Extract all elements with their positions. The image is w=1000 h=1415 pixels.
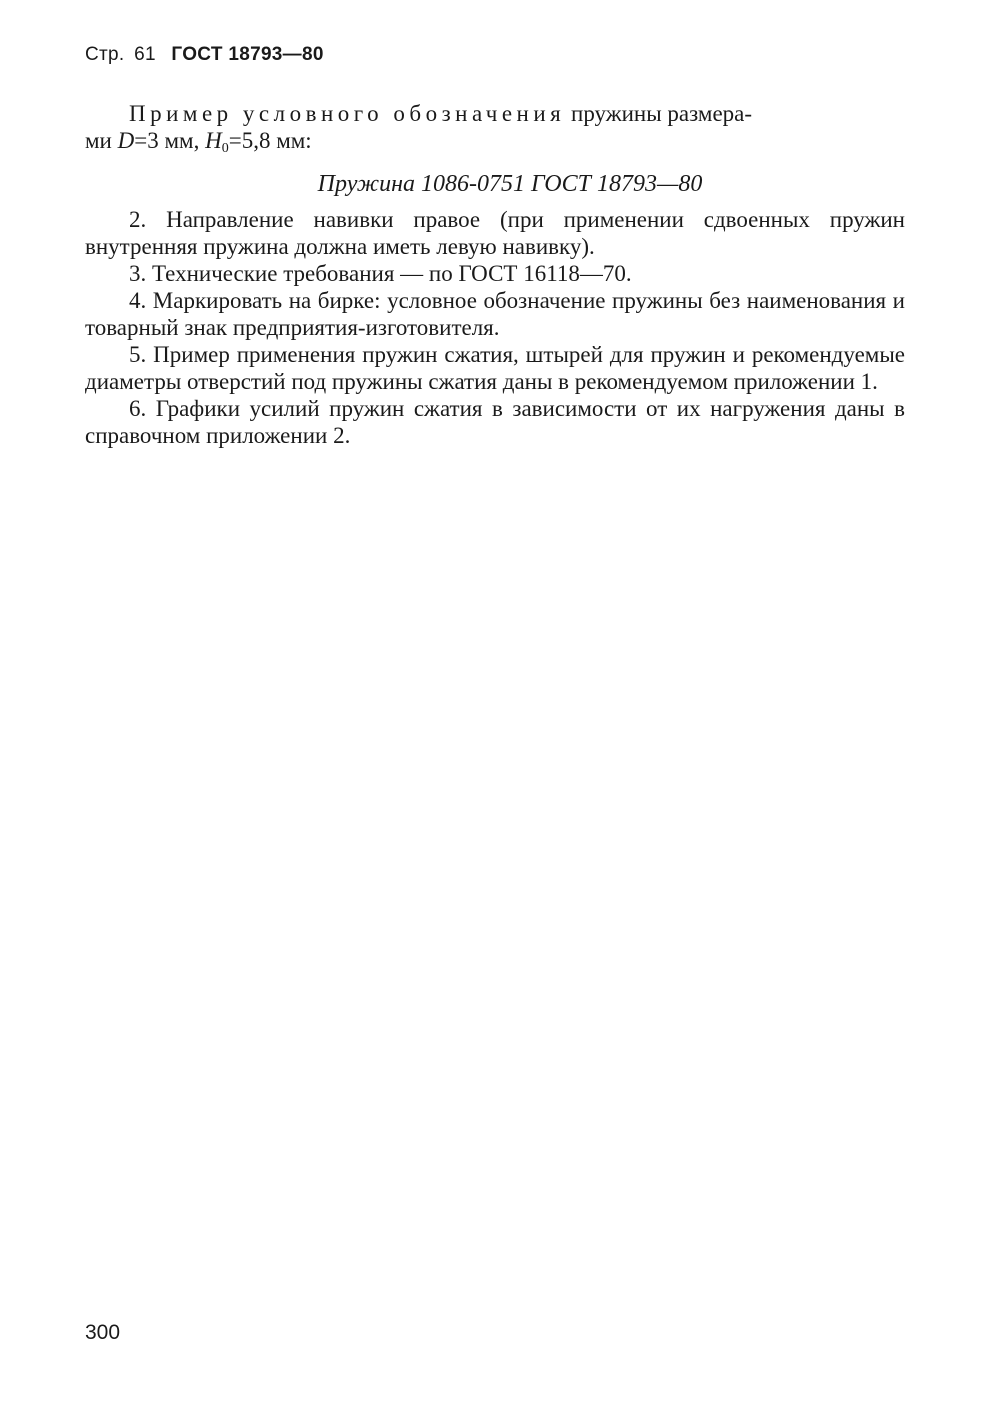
example-line2-prefix: ми	[85, 128, 112, 153]
page-number: 300	[85, 1321, 121, 1344]
d-value: =3 мм,	[134, 128, 200, 153]
item-2: 2. Направление навивки правое (при применении сдвоенных пружин внутренняя пружина должна иметь левую навивку).	[85, 207, 905, 259]
body-text	[85, 100, 905, 449]
item-3: 3. Технические требования — по ГОСТ 16118—70.	[129, 261, 632, 286]
page-label: Стр.	[85, 44, 125, 65]
var-h-subscript: 0	[221, 141, 229, 156]
var-d: D	[117, 128, 135, 153]
standard-code: ГОСТ 18793—80	[171, 44, 324, 65]
running-header	[85, 44, 324, 66]
spring-designation: Пружина 1086-0751 ГОСТ 18793—80	[317, 171, 703, 197]
h-value: =5,8 мм:	[228, 128, 312, 153]
example-intro-spaced: Пример условного обозначения	[129, 101, 566, 126]
var-h: H	[205, 128, 222, 153]
item-5: 5. Пример применения пружин сжатия, штырей для пружин и рекомендуемые диаметры отверстий под пружины сжатия даны в рекомендуемом приложении 1.	[85, 342, 905, 394]
item-4: 4. Маркировать на бирке: условное обозначение пружины без наименования и товарный знак предприятия-изготовителя.	[85, 288, 905, 340]
item-6: 6. Графики усилий пружин сжатия в зависимости от их нагружения даны в справочном приложении 2.	[85, 396, 905, 448]
example-intro-tail: пружины размера-	[571, 101, 753, 126]
header-page-number: 61	[134, 44, 156, 65]
example-intro	[85, 100, 905, 162]
